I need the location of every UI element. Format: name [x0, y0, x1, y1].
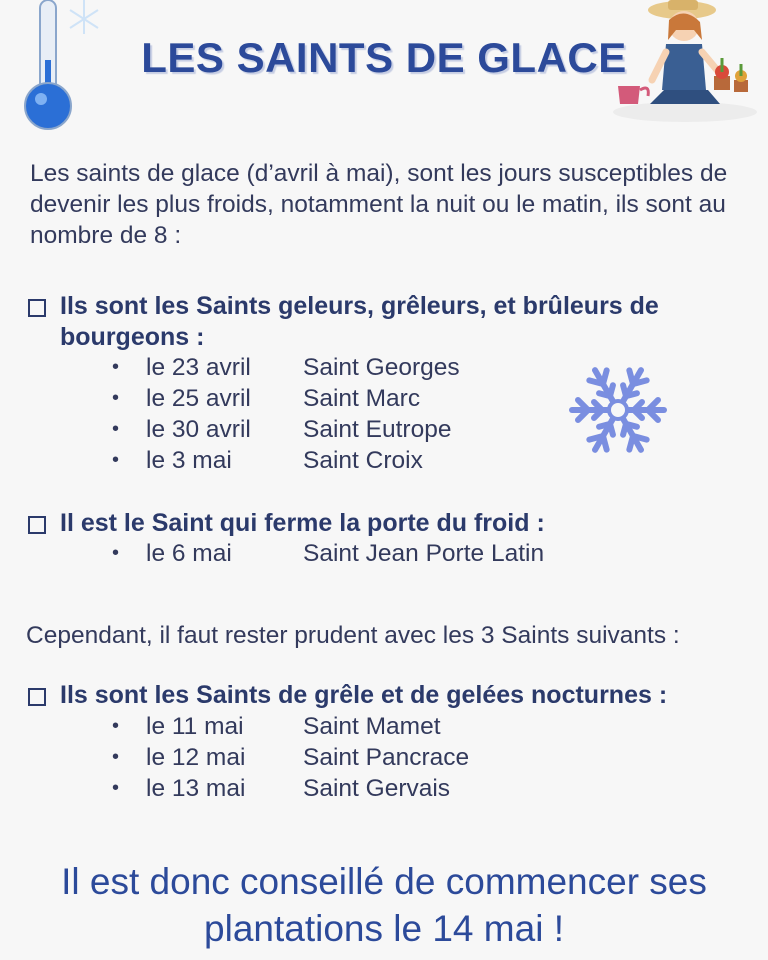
item-date: le 6 mai: [146, 539, 232, 567]
list-item: [112, 773, 469, 804]
section-heading-grele: [28, 680, 720, 711]
bullet: •: [112, 387, 120, 409]
bullet: •: [112, 746, 120, 768]
snowflake-icon: [566, 362, 670, 458]
page-title: LES SAINTS DE GLACE: [141, 34, 627, 81]
saints-list-grele: [112, 711, 469, 804]
thermometer-snowflake: [70, 0, 98, 34]
checkbox-icon: [28, 688, 46, 706]
bullet: •: [112, 715, 120, 737]
item-date: le 3 mai: [146, 446, 232, 474]
saints-list-porte-du-froid: [112, 538, 544, 569]
checkbox-icon: [28, 299, 46, 317]
item-saint: Saint Croix: [303, 446, 423, 474]
item-date: le 12 mai: [146, 743, 246, 771]
item-date: le 11 mai: [146, 712, 244, 740]
item-date: le 13 mai: [146, 774, 246, 802]
bullet: •: [112, 449, 120, 471]
bullet: •: [112, 418, 120, 440]
section-heading-porte-du-froid: [28, 508, 720, 539]
bullet: •: [112, 356, 120, 378]
section-heading-text: Il est le Saint qui ferme la porte du froid :: [60, 509, 545, 537]
list-item: [112, 383, 460, 414]
item-saint: Saint Jean Porte Latin: [303, 539, 545, 567]
conclusion-line-1: Il est donc conseillé de commencer ses: [61, 861, 707, 902]
middle-paragraph: Cependant, il faut rester prudent avec les 3 Saints suivants :: [26, 622, 680, 649]
item-saint: Saint Pancrace: [303, 743, 470, 771]
section-heading-text: Ils sont les Saints de grêle et de gelées nocturnes :: [60, 681, 668, 709]
item-saint: Saint Mamet: [303, 712, 441, 740]
list-item: [112, 445, 460, 476]
list-item: [112, 538, 544, 569]
item-saint: Saint Eutrope: [303, 415, 452, 443]
bullet: •: [112, 542, 120, 564]
intro-paragraph: Les saints de glace (d’avril à mai), sont les jours susceptibles de devenir les plus froids, notamment la nuit ou le matin, ils sont au nombre de 8 :: [30, 160, 728, 249]
section-heading-geleurs: [28, 291, 720, 353]
list-item: [112, 742, 469, 773]
list-item: [112, 711, 469, 742]
list-item: [112, 352, 460, 383]
saints-list-geleurs: [112, 352, 460, 476]
conclusion: [0, 858, 768, 952]
item-saint: Saint Marc: [303, 384, 421, 412]
list-item: [112, 414, 460, 445]
item-date: le 25 avril: [146, 384, 251, 412]
section-heading-text: Ils sont les Saints geleurs, grêleurs, et brûleurs de bourgeons :: [60, 292, 659, 351]
conclusion-line-2: plantations le 14 mai !: [204, 908, 564, 949]
bullet: •: [112, 777, 120, 799]
item-date: le 23 avril: [146, 353, 251, 381]
item-date: le 30 avril: [146, 415, 251, 443]
item-saint: Saint Gervais: [303, 774, 451, 802]
checkbox-icon: [28, 516, 46, 534]
item-saint: Saint Georges: [303, 353, 460, 381]
